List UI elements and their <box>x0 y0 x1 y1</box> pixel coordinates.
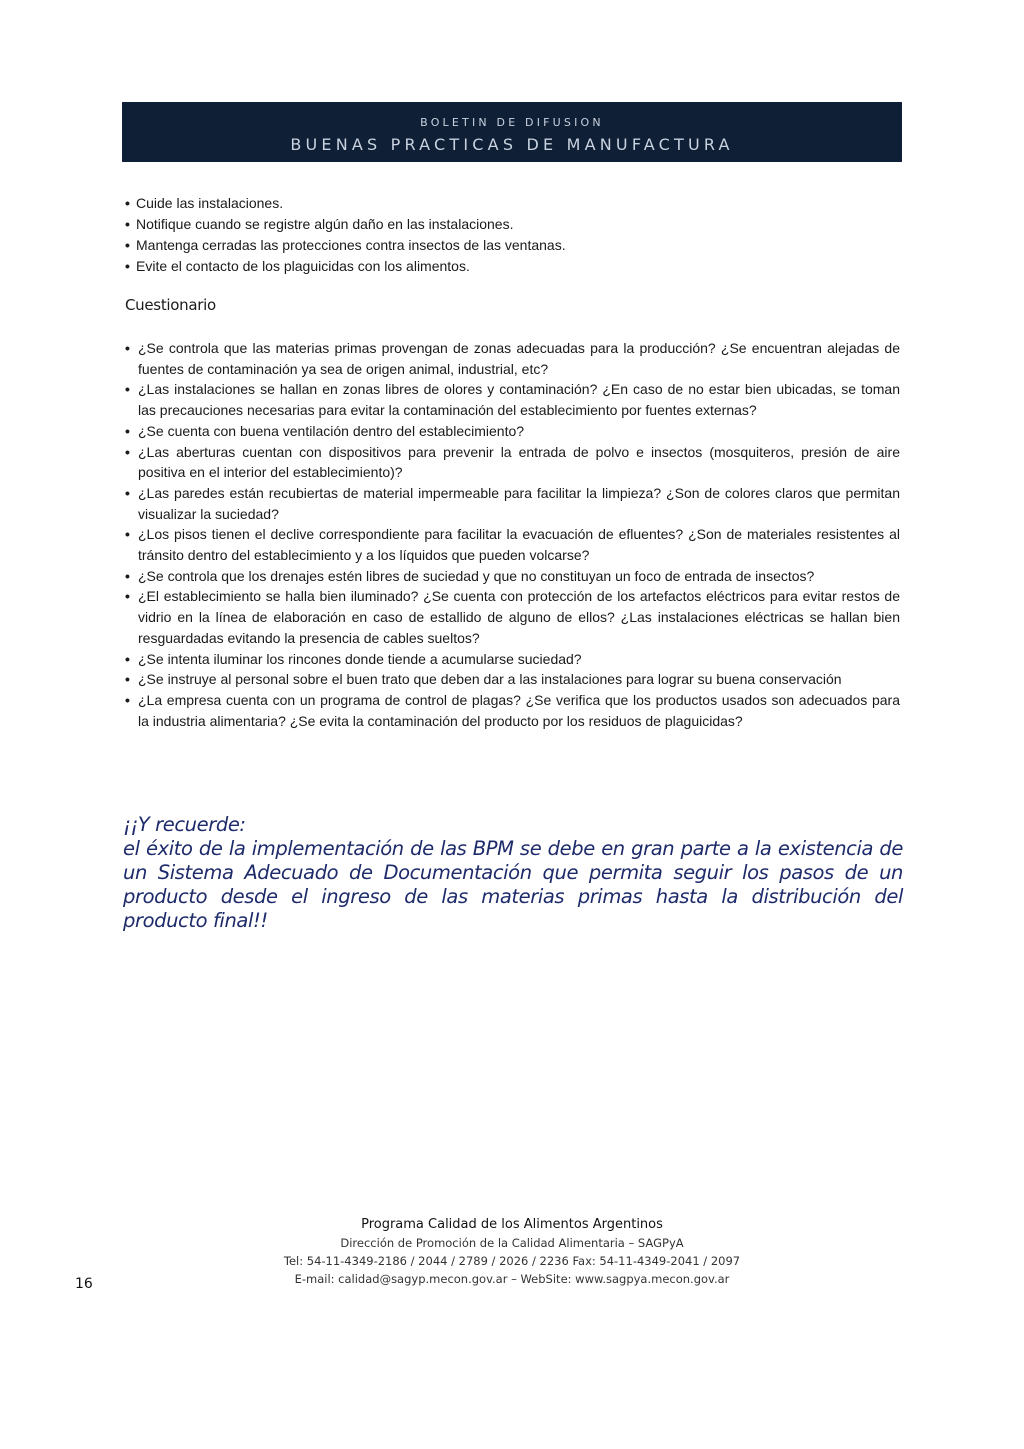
list-item-text: Mantenga cerradas las protecciones contra insectos de las ventanas. <box>136 237 566 253</box>
question-text: ¿Se intenta iluminar los rincones donde tiende a acumularse suciedad? <box>138 650 582 667</box>
bullet-icon: • <box>125 484 130 501</box>
bullet-icon: • <box>125 381 130 398</box>
questionnaire-heading: Cuestionario <box>125 296 216 314</box>
question-text: ¿Se cuenta con buena ventilación dentro del establecimiento? <box>138 422 525 439</box>
bullet-icon: • <box>125 237 130 253</box>
list-item-text: Notifique cuando se registre algún daño en las instalaciones. <box>136 216 514 232</box>
bullet-icon: • <box>125 526 130 543</box>
question-text: ¿Las paredes están recubiertas de material impermeable para facilitar la limpieza? ¿Son de colores claros que permitan visualizar la suciedad? <box>138 484 900 522</box>
reminder-block <box>123 813 903 933</box>
page-footer <box>0 1216 1024 1288</box>
bullet-icon: • <box>125 340 130 356</box>
question-text: ¿Se controla que las materias primas provengan de zonas adecuadas para la producción? ¿Se encuentran alejadas de fuentes de contaminación ya sea de origen animal, industrial, etc? <box>138 340 900 377</box>
question-text: ¿El establecimiento se halla bien iluminado? ¿Se cuenta con protección de los artefactos eléctricos para evitar restos de vidrio en la línea de elaboración en caso de estallido de alguno de ellos? ¿Las instalaciones eléctricas se hallan bien resguardadas evitando la presencia de cables sueltos? <box>138 588 900 646</box>
reminder-text: el éxito de la implementación de las BPM se debe en gran parte a la existencia de un Sistema Adecuado de Documentación que permita seguir los pasos de un producto desde el ingreso de las materias primas hasta la distribución del producto final!! <box>123 837 903 932</box>
footer-contact-phone: Tel: 54-11-4349-2186 / 2044 / 2789 / 2026 / 2236 Fax: 54-11-4349-2041 / 2097 <box>283 1254 741 1268</box>
reminder-heading: ¡¡Y recuerde: <box>123 813 246 836</box>
question-item <box>125 483 900 524</box>
bullet-icon: • <box>125 216 130 232</box>
intro-list <box>125 193 905 277</box>
list-item <box>125 193 905 214</box>
question-item <box>125 421 900 442</box>
bullet-icon: • <box>125 588 130 605</box>
banner-title: BUENAS PRACTICAS DE MANUFACTURA <box>290 135 734 154</box>
question-text: ¿Las instalaciones se hallan en zonas libres de olores y contaminación? ¿En caso de no estar bien ubicadas, se toman las precauciones necesarias para evitar la contaminación del establecimiento por fuentes externas? <box>138 381 900 419</box>
bullet-icon: • <box>125 443 130 460</box>
question-item <box>125 379 900 420</box>
question-item <box>125 586 900 648</box>
questionnaire-list <box>125 338 900 731</box>
question-item <box>125 649 900 670</box>
page-number: 16 <box>75 1276 93 1292</box>
footer-title: Programa Calidad de los Alimentos Argentinos <box>361 1217 663 1232</box>
question-item <box>125 524 900 565</box>
header-banner <box>122 102 902 162</box>
bullet-icon: • <box>125 691 130 708</box>
list-item <box>125 235 905 256</box>
bullet-icon: • <box>125 258 130 274</box>
list-item <box>125 256 905 277</box>
bullet-icon: • <box>125 195 130 211</box>
list-item <box>125 214 905 235</box>
question-text: ¿Los pisos tienen el declive correspondiente para facilitar la evacuación de efluentes? ¿Son de materiales resistentes al tránsito dentro del establecimiento y a los líquidos que pueden volcarse? <box>138 526 900 564</box>
question-item <box>125 669 900 690</box>
question-text: ¿Se controla que los drenajes estén libres de suciedad y que no constituyan un foco de entrada de insectos? <box>138 567 815 584</box>
bullet-icon: • <box>125 422 130 439</box>
footer-contact-web: E-mail: calidad@sagyp.mecon.gov.ar – WebSite: www.sagpya.mecon.gov.ar <box>294 1272 730 1286</box>
question-item <box>125 690 900 731</box>
question-text: ¿Las aberturas cuentan con dispositivos para prevenir la entrada de polvo e insectos (mosquiteros, presión de aire positiva en el interior del establecimiento)? <box>138 443 900 481</box>
banner-subtitle: BOLETIN DE DIFUSION <box>420 116 604 129</box>
bullet-icon: • <box>125 671 130 688</box>
list-item-text: Cuide las instalaciones. <box>136 195 284 211</box>
footer-line: Dirección de Promoción de la Calidad Alimentaria – SAGPyA <box>340 1236 684 1250</box>
question-item <box>125 442 900 483</box>
question-item <box>125 566 900 587</box>
bullet-icon: • <box>125 650 130 667</box>
question-text: ¿La empresa cuenta con un programa de control de plagas? ¿Se verifica que los productos usados son adecuados para la industria alimentaria? ¿Se evita la contaminación del producto por los residuos de plaguicidas? <box>138 691 900 729</box>
list-item-text: Evite el contacto de los plaguicidas con los alimentos. <box>136 258 470 274</box>
question-item <box>125 338 900 379</box>
bullet-icon: • <box>125 567 130 584</box>
question-text: ¿Se instruye al personal sobre el buen trato que deben dar a las instalaciones para lograr su buena conservación <box>138 671 842 688</box>
